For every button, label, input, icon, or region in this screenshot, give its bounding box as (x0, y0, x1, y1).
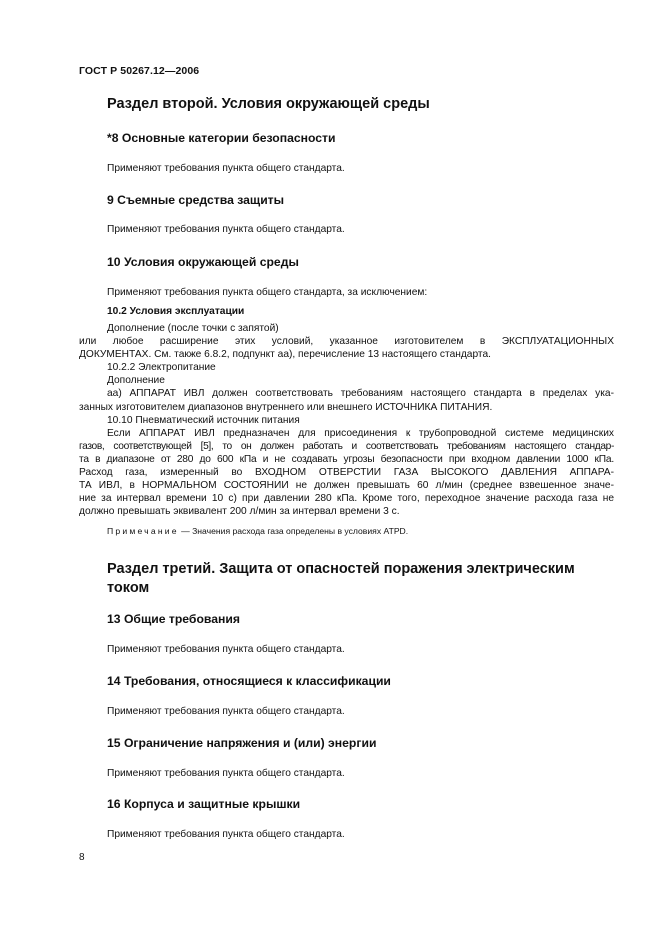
page-number: 8 (79, 852, 85, 863)
clause-14-heading: 14 Требования, относящиеся к классификации (107, 674, 391, 688)
subclause-10-2-heading: 10.2 Условия эксплуатации (107, 306, 245, 317)
clause-13-text: Применяют требования пункта общего стандарта. (107, 644, 345, 655)
body-line: 10.10 Пневматический источник питания (107, 414, 300, 426)
body-line: ДОКУМЕНТАХ. См. также 6.8.2, подпункт аа), перечисление 13 настоящего стандарта. (79, 349, 491, 361)
note (107, 526, 408, 537)
clause-9-text: Применяют требования пункта общего стандарта. (107, 224, 345, 235)
body-line: Расход газа, измеренный во ВХОДНОМ ОТВЕРСТИИ ГАЗА ВЫСОКОГО ДАВЛЕНИЯ АППАРА- (79, 467, 614, 479)
clause-9-heading: 9 Съемные средства защиты (107, 193, 285, 207)
note-text: — Значения расхода газа определены в условиях АТPD. (178, 526, 409, 536)
body-line: должно превышать эквивалент 200 л/мин за интервал времени 3 с. (79, 506, 400, 518)
body-line: 10.2.2 Электропитание (107, 362, 216, 374)
clause-10-body (79, 322, 614, 518)
body-line: та в диапазоне от 280 до 600 кПа и не создавать угрозы безопасности при входном давлении 1000 кПа. (79, 453, 614, 465)
body-line: Если АППАРАТ ИВЛ предназначен для присоединения к трубопроводной системе медицинских (107, 427, 614, 439)
clause-16-text: Применяют требования пункта общего стандарта. (107, 829, 345, 840)
section-two-title: Раздел второй. Условия окружающей среды (107, 96, 430, 112)
clause-16-heading: 16 Корпуса и защитные крышки (107, 797, 301, 811)
clause-10-heading: 10 Условия окружающей среды (107, 255, 299, 269)
clause-14-text: Применяют требования пункта общего стандарта. (107, 706, 345, 717)
clause-8-text: Применяют требования пункта общего стандарта. (107, 163, 345, 174)
clause-15-heading: 15 Ограничение напряжения и (или) энергии (107, 736, 377, 750)
note-label: Примечание (107, 526, 179, 536)
document-header: ГОСТ Р 50267.12—2006 (79, 65, 200, 77)
clause-10-text: Применяют требования пункта общего стандарта, за исключением: (107, 287, 428, 298)
body-line: или любое расширение этих условий, указанное изготовителем в ЭКСПЛУАТАЦИОННЫХ (79, 336, 614, 348)
body-line: Дополнение (107, 375, 165, 387)
body-line: занных изготовителем диапазонов внутреннего или внешнего ИСТОЧНИКА ПИТАНИЯ. (79, 401, 493, 413)
body-line: ТА ИВЛ, в НОРМАЛЬНОМ СОСТОЯНИИ не должен превышать 60 л/мин (среднее взвешенное значе- (79, 480, 614, 492)
body-line: ние за интервал времени 10 с) при давлении 280 кПа. Кроме того, переходное значение расхода газа не (79, 493, 614, 505)
clause-15-text: Применяют требования пункта общего стандарта. (107, 768, 345, 779)
body-line: Дополнение (после точки с запятой) (107, 323, 279, 334)
clause-8-heading: *8 Основные категории безопасности (107, 131, 336, 145)
body-line: аа) АППАРАТ ИВЛ должен соответствовать требованиям настоящего стандарта в пределах ука- (107, 388, 614, 400)
body-line: газов, соответствующей [5], то он должен работать и соответствовать требованиям настоящего стандар- (79, 440, 614, 452)
clause-13-heading: 13 Общие требования (107, 612, 240, 626)
section-three-title: Раздел третий. Защита от опасностей поражения электрическим током (107, 561, 575, 596)
